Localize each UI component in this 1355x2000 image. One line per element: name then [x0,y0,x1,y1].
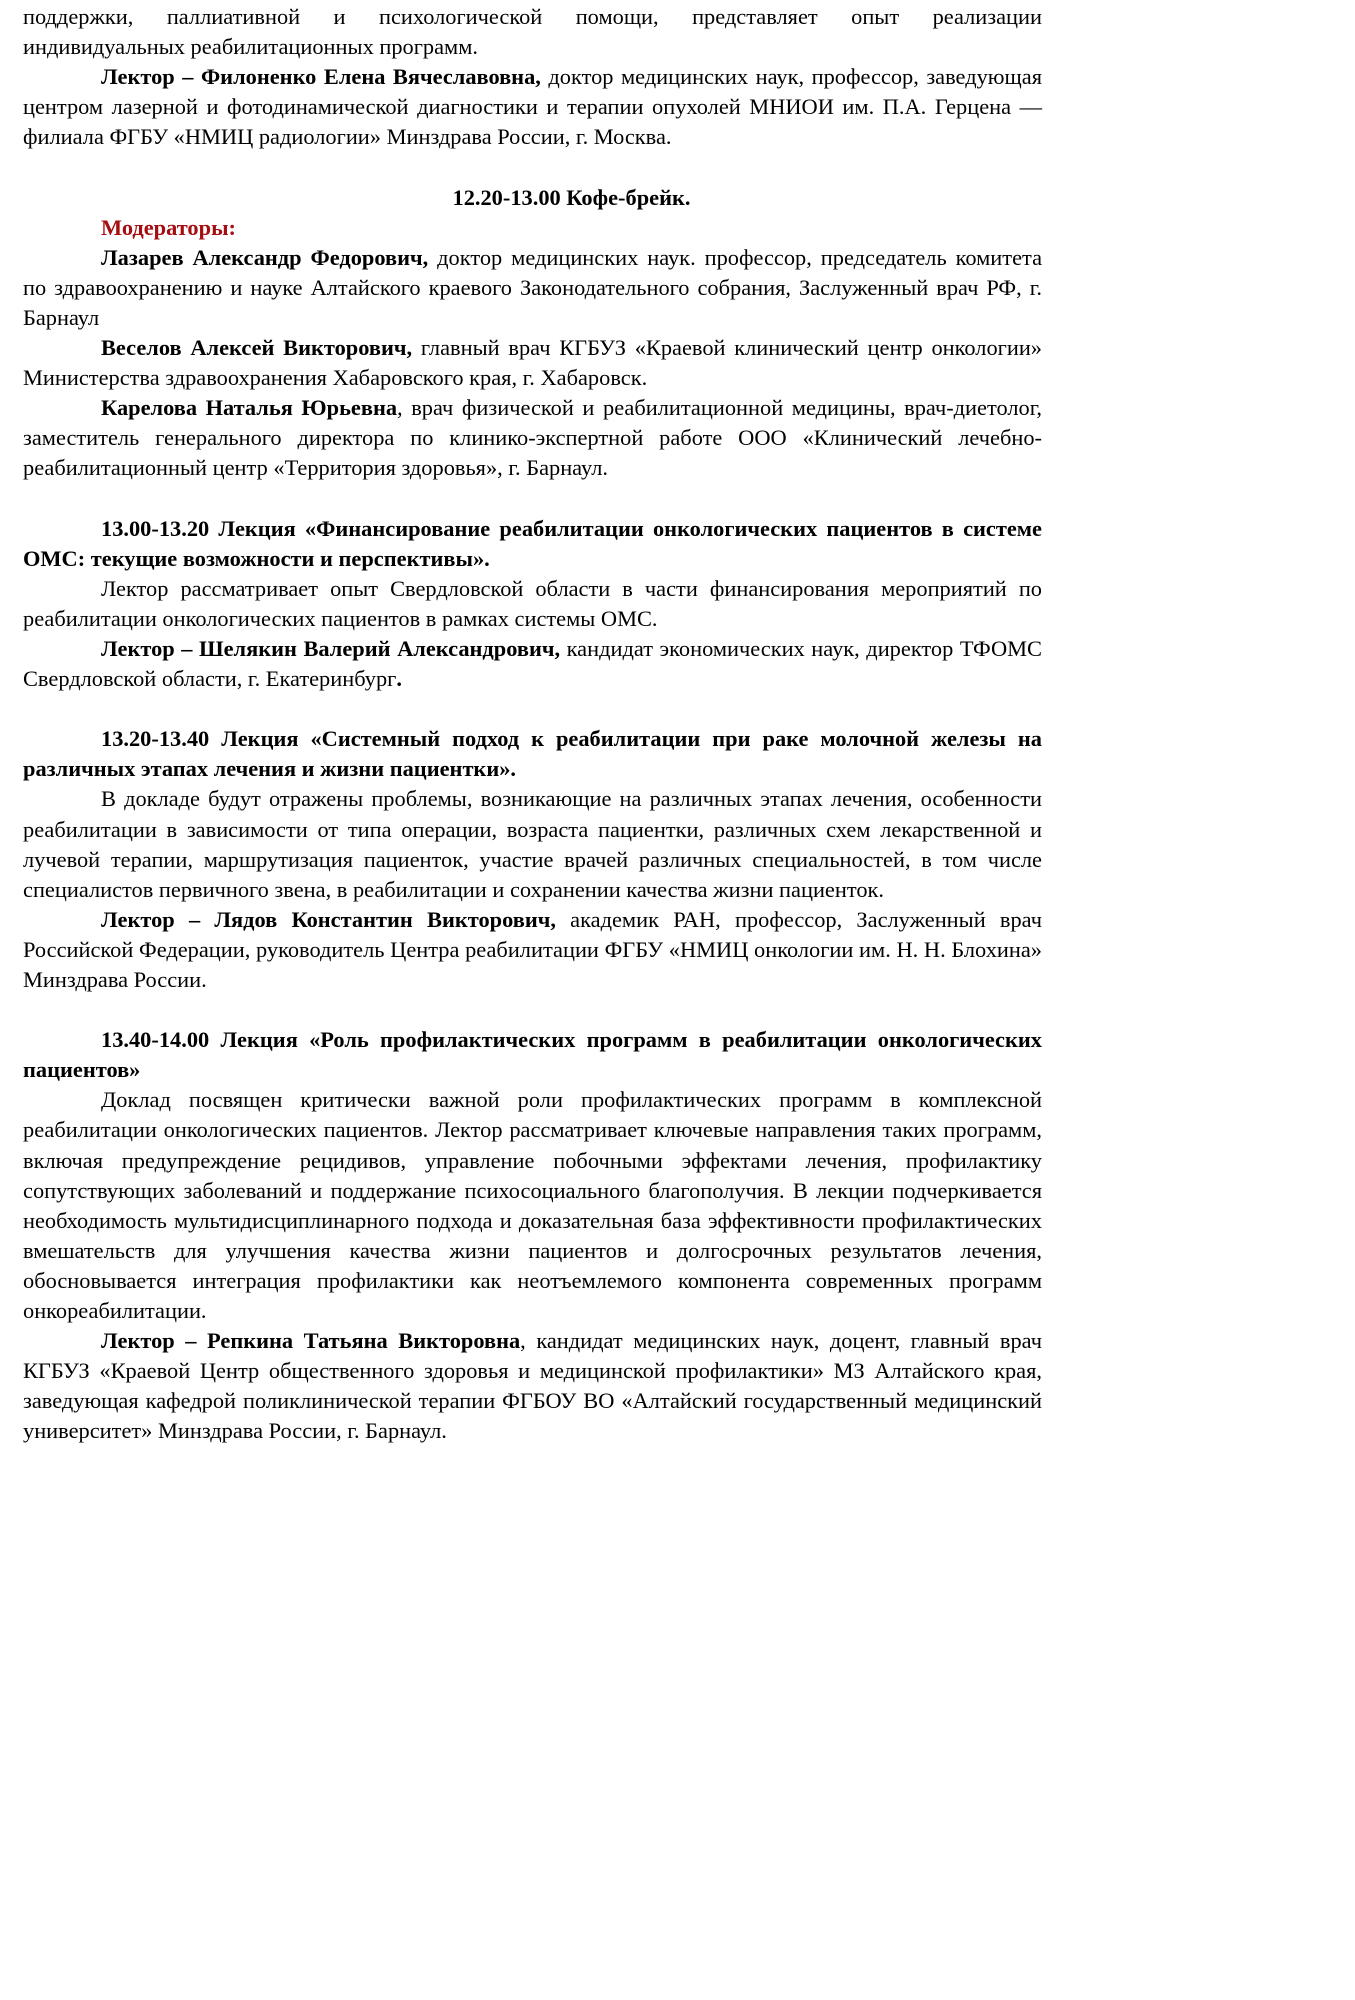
lecturer-info: академик РАН, профессор, Заслуженный врач Российской Федерации, руководитель Центра реабилитации ФГБУ «НМИЦ онкологии им. Н. Н. Блохина» Минздрава России. [23,906,1042,992]
lecturer-label: Лектор – Филоненко Елена Вячеславовна, [101,64,541,90]
lecturer-filonenko [23,62,1042,152]
moderator-name: Лазарев Александр Федорович, [101,244,429,270]
moderator-info: главный врач КГБУЗ «Краевой клинический центр онкологии» Министерства здравоохранения Хабаровского края, г. Хабаровск. [23,335,1042,391]
lecture-description: В докладе будут отражены проблемы, возникающие на различных этапах лечения, особенности реабилитации в зависимости от типа операции, возраста пациентки, различных схем лекарственной и лучевой терапии, маршрутизация пациенток, участие врачей различных специальностей, в том числе специалистов первичного звена, в реабилитации и сохранении качества жизни пациенток. [23,786,1042,902]
intro-line-2: индивидуальных реабилитационных программ. [23,34,478,60]
lecture-description: Лектор рассматривает опыт Свердловской области в части финансирования мероприятий по реабилитации онкологических пациентов в рамках системы ОМС. [23,575,1042,631]
lecture-description: Доклад посвящен критически важной роли профилактических программ в комплексной реабилитации онкологических пациентов. Лектор рассматривает ключевые направления таких программ, включая предупреждение рецидивов, управление побочными эффектами лечения, профилактику сопутствующих заболеваний и поддержание психосоциального благополучия. В лекции подчеркивается необходимость мультидисциплинарного подхода и доказательная база эффективности профилактических вмешательств для улучшения качества жизни пациентов и долгосрочных результатов лечения, обосновывается интеграция профилактики как неотъемлемого компонента современных программ онкореабилитации. [23,1087,1042,1324]
moderators-heading: Модераторы: [101,214,237,240]
moderator-name: Карелова Наталья Юрьевна [101,395,398,421]
moderator-info: , врач физической и реабилитационной медицины, врач-диетолог, заместитель генерального директора по клинико-экспертной работе ООО «Клинический лечебно-реабилитационный центр «Территория здоровья», г. Барнаул. [23,395,1042,481]
lecturer-label: Лектор – Шелякин Валерий Александрович, [101,635,561,661]
spacer [23,152,1042,182]
moderator-item [23,393,1042,483]
intro-line-1: поддержки, паллиативной и психологической помощи, представляет опыт реализации [23,4,1042,29]
spacer [23,694,1042,724]
moderator-info: доктор медицинских наук. профессор, председатель комитета по здравоохранению и науке Алтайского краевого Законодательного собрания, Заслуженный врач РФ, г. Барнаул [23,244,1043,330]
lecture-lecturer [23,905,1042,995]
moderator-item [23,333,1042,393]
lecture-title: 13.00-13.20 Лекция «Финансирование реабилитации онкологических пациентов в системе ОМС: текущие возможности и перспективы». [23,515,1042,571]
coffee-break: 12.20-13.00 Кофе-брейк. [452,184,691,210]
lecturer-info: , кандидат медицинских наук, доцент, главный врач КГБУЗ «Краевой Центр общественного здоровья и медицинской профилактики» МЗ Алтайского края, заведующая кафедрой поликлинической терапии ФГБОУ ВО «Алтайский государственный медицинский университет» Минздрава России, г. Барнаул. [23,1328,1042,1444]
intro-paragraph-end [23,32,1042,62]
lecture-lecturer: Лектор – Шелякин Валерий Александрович, кандидат экономических наук, директор ТФОМС Свердловской области, г. Екатеринбург. [23,635,1042,692]
lecturer-info: кандидат экономических наук, директор ТФОМС Свердловской области, г. Екатеринбург [23,635,1042,692]
moderator-name: Веселов Алексей Викторович, [101,335,413,361]
lecture-title: 13.40-14.00 Лекция «Роль профилактических программ в реабилитации онкологических пациентов» [23,1027,1042,1083]
lecture-title: 13.20-13.40 Лекция «Системный подход к реабилитации при раке молочной железы на различных этапах лечения и жизни пациентки». [23,726,1042,782]
lecturer-label: Лектор – Лядов Константин Викторович, [101,906,556,932]
lecture-lecturer [23,1326,1042,1446]
moderator-item [23,243,1042,333]
spacer [23,484,1042,514]
intro-paragraph [23,2,1042,32]
lecturer-info: доктор медицинских наук, профессор, заведующая центром лазерной и фотодинамической диагностики и терапии опухолей МНИОИ им. П.А. Герцена — филиала ФГБУ «НМИЦ радиологии» Минздрава России, г. Москва. [23,64,1042,150]
spacer [23,995,1042,1025]
lecturer-label: Лектор – Репкина Татьяна Викторовна [101,1328,521,1354]
